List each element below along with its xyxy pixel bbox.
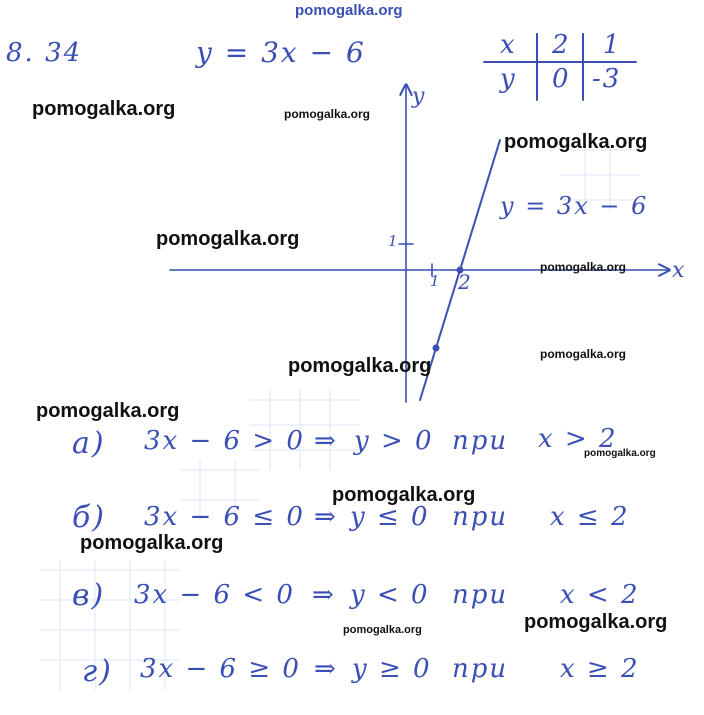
answer-marker: б): [72, 500, 107, 535]
answer-result: y ≥ 0: [352, 654, 432, 684]
watermark: pomogalka.org: [156, 228, 300, 250]
answer-marker: в): [72, 578, 106, 613]
table-header-y: y: [500, 64, 517, 94]
problem-number: 8. 34: [6, 38, 83, 68]
answer-condition: x > 2: [538, 424, 618, 454]
tick-label-x-two: 2: [458, 270, 473, 294]
watermark: pomogalka.org: [584, 448, 656, 459]
watermark: pomogalka.org: [504, 131, 648, 153]
table-cell-y1: 0: [552, 64, 571, 94]
answer-expression: 3x − 6 ≥ 0: [140, 654, 301, 684]
answer-condition: x < 2: [560, 580, 640, 610]
watermark: pomogalka.org: [36, 400, 180, 422]
table-cell-x1: 2: [552, 30, 571, 60]
answer-expression: 3x − 6 < 0: [134, 580, 295, 610]
answer-word: при: [452, 502, 509, 532]
table-cell-y2: -3: [592, 64, 622, 94]
watermark: pomogalka.org: [332, 484, 476, 506]
watermark: pomogalka.org: [343, 624, 422, 636]
tick-label-y-one: 1: [388, 232, 400, 250]
answer-word: при: [452, 580, 509, 610]
table-cell-x2: 1: [603, 30, 622, 60]
y-axis-label: y: [412, 84, 427, 109]
watermark: pomogalka.org: [540, 260, 627, 274]
answer-result: y ≤ 0: [350, 502, 430, 532]
implies-sign: ⇒: [314, 426, 338, 456]
answer-word: при: [452, 426, 509, 456]
answer-result: y < 0: [350, 580, 430, 610]
answer-expression: 3x − 6 ≤ 0: [144, 502, 305, 532]
watermark: pomogalka.org: [540, 347, 627, 361]
implies-sign: ⇒: [314, 502, 338, 532]
line-label: y = 3x − 6: [500, 192, 649, 220]
watermark: pomogalka.org: [80, 532, 224, 554]
tick-label-x-one: 1: [430, 272, 442, 290]
watermark: pomogalka.org: [284, 107, 371, 121]
answer-expression: 3x − 6 > 0: [144, 426, 305, 456]
watermark-top: pomogalka.org: [295, 2, 403, 19]
x-axis-label: x: [672, 258, 687, 283]
answer-marker: г): [82, 654, 113, 689]
watermark: pomogalka.org: [32, 98, 176, 120]
watermark: pomogalka.org: [288, 355, 432, 377]
watermark: pomogalka.org: [524, 611, 668, 633]
answer-marker: а): [72, 426, 106, 461]
table-header-x: x: [500, 30, 517, 60]
implies-sign: ⇒: [314, 654, 338, 684]
answer-condition: x ≥ 2: [560, 654, 640, 684]
answer-result: y > 0: [354, 426, 434, 456]
point-1-neg3: [433, 345, 440, 352]
function-equation: y = 3x − 6: [196, 36, 366, 69]
implies-sign: ⇒: [312, 580, 336, 610]
answer-word: при: [452, 654, 509, 684]
answer-condition: x ≤ 2: [550, 502, 630, 532]
